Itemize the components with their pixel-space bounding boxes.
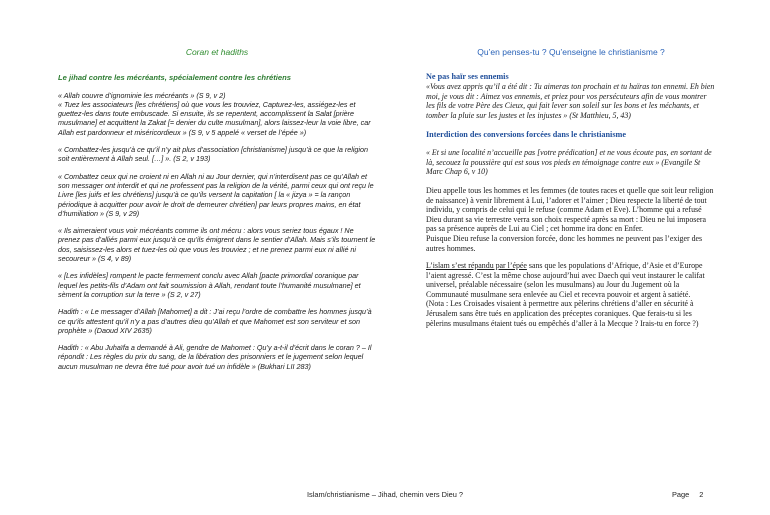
right-section-2-title: Interdiction des conversions forcées dans le christianisme (426, 129, 626, 139)
left-paragraph-1: « Allah couvre d’ignominie les mécréants » (S 9, v 2) « Tuez les associateurs [les chrétiens] où que vous les trouviez, Capturez-les, assiégez-les et guettez-les dans toute embuscade. Si ensuite, ils se repentent, accomplissent la Salat [prière musulmane] et acquittent la Zakat [= denier du culte musulman], alors laissez-leur la voie libre, car Allah est pardonneur et miséricordieux » (S 9, v 5 appelé « verset de l’épée ») (58, 90, 371, 137)
footer-page-number: 2 (699, 490, 704, 499)
footer-page (672, 490, 703, 499)
right-paragraph-3 (426, 261, 716, 299)
right-column (426, 48, 716, 336)
footer-page-label: Page (672, 490, 690, 499)
left-header: Coran et hadiths (185, 47, 249, 57)
left-column (58, 48, 376, 379)
right-header: Qu’en penses-tu ? Qu’enseigne le christianisme ? (477, 47, 665, 57)
right-paragraph-1: Dieu appelle tous les hommes et les femmes (de toutes races et quelle que soit leur religion de naissance) à venir librement à Lui, l’adorer et l’aimer ; Dieu respecte la liberté de tout individu, y compris de celui qui le refuse (comme Adam et Eve). L’homme qui a refusé Dieu durant sa vie terrestre verra son choix respecté après sa mort : Dieu ne lui imposera pas sa présence auprès de Lui au Ciel ; cet homme ira donc en Enfer. (426, 185, 714, 234)
left-paragraph-2: « Combattez-les jusqu’à ce qu’il n’y ait plus d’association [christianisme] jusqu’à ce que la religion soit entièrement à Allah seul. […] ». (S 2, v 193) (58, 145, 369, 164)
left-paragraph-6: Hadith : « Le messager d’Allah [Mahomet] a dit : J’ai reçu l’ordre de combattre les hommes jusqu’à ce qu’ils attestent qu’il n’y a pas d’autres dieu qu’Allah et que Mahomet est son serviteur et son prophète » (Daoud XIV 2635) (58, 307, 372, 335)
right-section-1-quote: «Vous avez appris qu’il a été dit : Tu aimeras ton prochain et tu haïras ton ennemi. Eh bien moi, je vous dit : Aimez vos ennemis, et priez pour vos persécuteurs afin de vous montrer les fils de votre Père des Cieux, qui fait lever son soleil sur les bons et les méchants, et tomber la pluie sur les justes et les injustes » (St Matthieu, 5, 43) (426, 82, 715, 120)
footer-title: Islam/christianisme – Jihad, chemin vers Dieu ? (306, 490, 464, 499)
left-paragraph-5: « [Les infidèles] rompent le pacte fermement conclu avec Allah [pacte primordial coranique par lequel les petits-fils d’Adam ont fait soumission à Allah, rendant toute l’humanité musulmane] et sèment la corruption sur la terre » (S 2, v 27) (58, 271, 361, 299)
right-section-2-quote: « Et si une localité n’accueille pas [votre prédication] et ne vous écoute pas, en sortant de là, secouez la poussière qui est sous vos pieds en témoignage contre eux » (Evangile St Marc Chap 6, v 10) (426, 148, 712, 177)
right-paragraph-3-underlined: L’islam s’est répandu par l’épée (426, 261, 527, 271)
right-section-1-title: Ne pas haïr ses ennemis (426, 71, 509, 81)
left-paragraph-7: Hadith : « Abu Juhaïfa a demandé à Ali, gendre de Mahomet : Qu’y a-t-il d’écrit dans le coran ? – Il répondit : Les règles du prix du sang, de la libération des prisonniers et le jugement selon lequel aucun musulman ne devra être tué pour avoir tué un infidèle » (Bukhari LII 283) (58, 343, 372, 371)
right-paragraph-4: (Nota : Les Croisades visaient à permettre aux pèlerins chrétiens d’aller en sécurité à Jérusalem sans être tués en application des préceptes coraniques. Que ferais-tu si les pèlerins musulmans étaient tués ou empêchés d’aller à la Mecque ? Irais-tu en force ?) (426, 299, 699, 328)
right-paragraph-3-rest: sans que les populations d’Afrique, d’Asie et d’Europe l’aient agressé. C’est la même chose aujourd’hui avec Daech qui veut instaurer le califat universel, préalable nécessaire (selon les musulmans) au Jour du Jugement où la Communauté musulmane sera enlevée au Ciel et recevra pouvoir et argent à satiété. (426, 261, 705, 299)
right-paragraph-2: Puisque Dieu refuse la conversion forcée, donc les hommes ne peuvent pas l’exiger des autres hommes. (426, 233, 703, 253)
left-section-title: Le jihad contre les mécréants, spécialement contre les chrétiens (58, 73, 291, 83)
left-paragraph-3: « Combattez ceux qui ne croient ni en Allah ni au Jour dernier, qui n’interdisent pas ce qu’Allah et son messager ont interdit et qui ne professent pas la religion de la vérité, parmi ceux qui ont reçu le Livre [les juifs et les chrétiens] jusqu’à ce qu’ils versent la capitation [ la « jizya » = la rançon périodique à acquitter pour avoir le droit de demeurer chrétien] par leurs propres mains, en état d’humiliation » (S 9, v 29) (58, 171, 374, 218)
left-paragraph-4: « Ils aimeraient vous voir mécréants comme ils ont mécru : alors vous seriez tous égaux ! Ne prenez pas d’alliés parmi eux jusqu’à ce qu’ils émigrent dans le sentier d’Allah. Mais s’ils tournent le dos, saisissez-les alors et tuez-les où que vous les trouviez ; et ne prenez parmi eux ni allié ni secoureur » (S 4, v 89) (58, 226, 376, 264)
